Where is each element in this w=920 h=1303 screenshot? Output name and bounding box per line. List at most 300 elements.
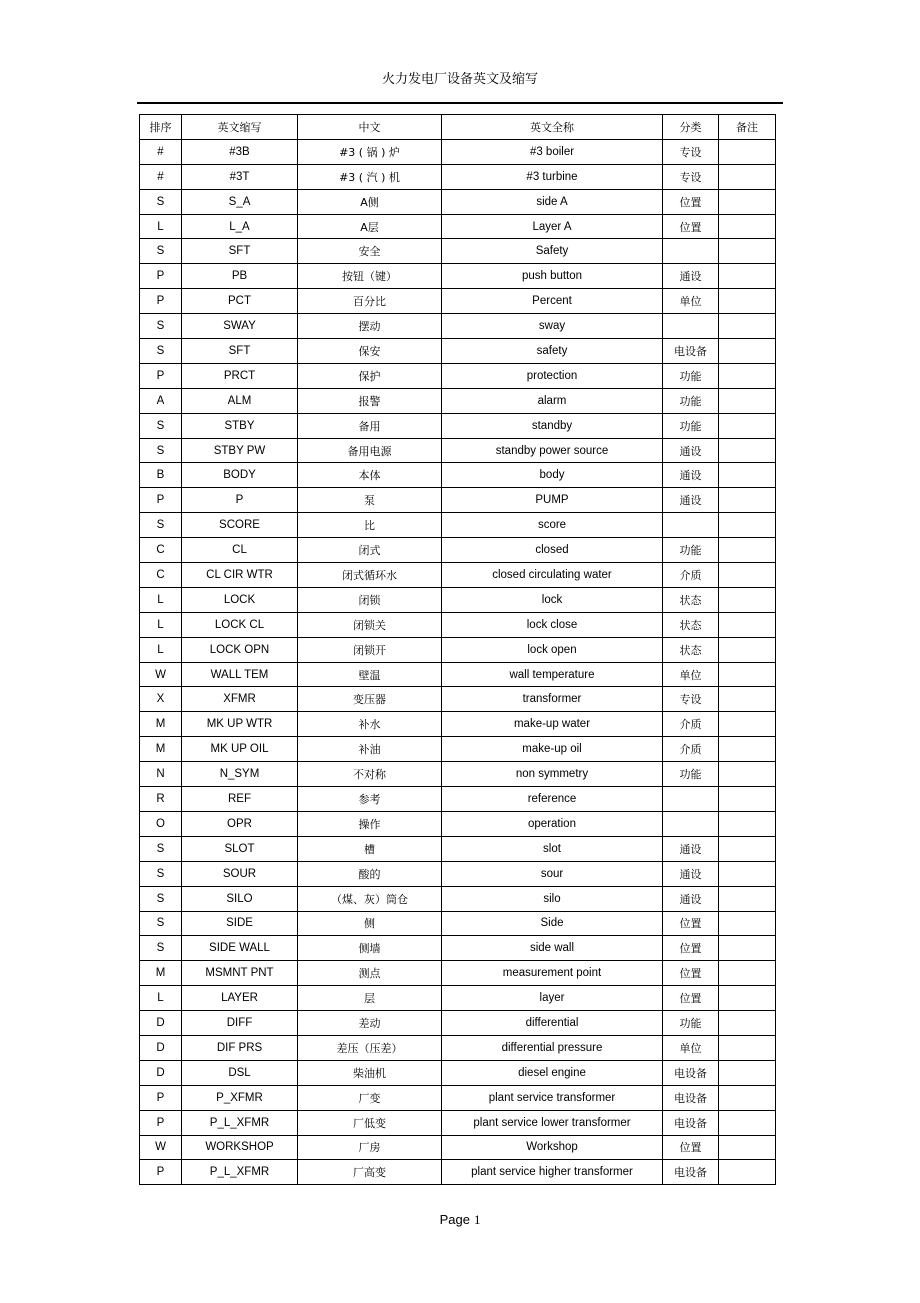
remark-cell [719,139,776,164]
remark-cell [719,587,776,612]
abbreviation-cell: LOCK [182,587,298,612]
full-name-cell: operation [442,811,663,836]
chinese-cell: 闭式 [298,538,442,563]
category-cell: 功能 [663,413,719,438]
order-cell: S [140,936,182,961]
chinese-cell: 补油 [298,737,442,762]
remark-cell [719,836,776,861]
full-name-cell: body [442,463,663,488]
abbreviation-cell: P [182,488,298,513]
table-row [140,737,776,762]
abbreviation-cell: #3B [182,139,298,164]
column-header: 排序 [140,115,182,140]
chinese-cell: A侧 [298,189,442,214]
order-cell: S [140,836,182,861]
remark-cell [719,289,776,314]
chinese-cell: 按钮（键） [298,264,442,289]
table-row [140,1110,776,1135]
abbreviation-cell: P_L_XFMR [182,1160,298,1185]
remark-cell [719,164,776,189]
full-name-cell: transformer [442,687,663,712]
order-cell: D [140,1011,182,1036]
category-cell: 介质 [663,712,719,737]
abbreviation-cell: SFT [182,339,298,364]
abbreviation-cell: SOUR [182,861,298,886]
chinese-cell: 本体 [298,463,442,488]
remark-cell [719,538,776,563]
table-row [140,1160,776,1185]
remark-cell [719,214,776,239]
chinese-cell: #3 ( 汽 ) 机 [298,164,442,189]
abbreviation-cell: XFMR [182,687,298,712]
full-name-cell: Side [442,911,663,936]
table-row [140,712,776,737]
abbreviation-cell: MSMNT PNT [182,961,298,986]
category-cell: 电设备 [663,339,719,364]
table-row [140,214,776,239]
full-name-cell: diesel engine [442,1060,663,1085]
remark-cell [719,986,776,1011]
category-cell: 专设 [663,164,719,189]
table-row [140,239,776,264]
table-header-row [140,115,776,140]
chinese-cell: 差压（压差） [298,1035,442,1060]
remark-cell [719,1011,776,1036]
full-name-cell: standby power source [442,438,663,463]
remark-cell [719,861,776,886]
table-row [140,314,776,339]
full-name-cell: closed [442,538,663,563]
order-cell: P [140,1085,182,1110]
remark-cell [719,787,776,812]
abbreviation-cell: STBY [182,413,298,438]
chinese-cell: 厂低变 [298,1110,442,1135]
order-cell: L [140,612,182,637]
full-name-cell: closed circulating water [442,563,663,588]
category-cell: 位置 [663,911,719,936]
category-cell: 状态 [663,612,719,637]
full-name-cell: #3 boiler [442,139,663,164]
table-row [140,289,776,314]
remark-cell [719,662,776,687]
remark-cell [719,1085,776,1110]
abbreviation-cell: CL [182,538,298,563]
table-row [140,687,776,712]
category-cell: 通设 [663,836,719,861]
chinese-cell: 闭式循环水 [298,563,442,588]
order-cell: D [140,1035,182,1060]
remark-cell [719,612,776,637]
category-cell: 通设 [663,264,719,289]
table-row [140,961,776,986]
chinese-cell: 摆动 [298,314,442,339]
table-row [140,1085,776,1110]
abbreviation-cell: N_SYM [182,762,298,787]
table-row [140,936,776,961]
full-name-cell: standby [442,413,663,438]
order-cell: L [140,637,182,662]
remark-cell [719,737,776,762]
table-row [140,587,776,612]
page-title: 火力发电厂设备英文及缩写 [381,72,538,87]
column-header: 分类 [663,115,719,140]
abbreviation-cell: OPR [182,811,298,836]
abbreviation-cell: DIFF [182,1011,298,1036]
column-header: 英文全称 [442,115,663,140]
order-cell: S [140,438,182,463]
chinese-cell: 厂房 [298,1135,442,1160]
order-cell: W [140,1135,182,1160]
remark-cell [719,687,776,712]
abbreviation-cell: L_A [182,214,298,239]
category-cell: 功能 [663,762,719,787]
remark-cell [719,339,776,364]
chinese-cell: 壁温 [298,662,442,687]
table-row [140,986,776,1011]
abbreviation-cell: LAYER [182,986,298,1011]
table-row [140,139,776,164]
order-cell: M [140,712,182,737]
full-name-cell: silo [442,886,663,911]
order-cell: M [140,961,182,986]
remark-cell [719,1035,776,1060]
chinese-cell: 差动 [298,1011,442,1036]
full-name-cell: side wall [442,936,663,961]
remark-cell [719,762,776,787]
order-cell: S [140,513,182,538]
order-cell: # [140,139,182,164]
full-name-cell: lock close [442,612,663,637]
abbreviation-cell: SCORE [182,513,298,538]
remark-cell [719,712,776,737]
abbreviation-cell: DSL [182,1060,298,1085]
table-row [140,612,776,637]
order-cell: S [140,314,182,339]
order-cell: B [140,463,182,488]
table-row [140,513,776,538]
category-cell [663,513,719,538]
chinese-cell: 变压器 [298,687,442,712]
table-row [140,762,776,787]
order-cell: M [140,737,182,762]
category-cell: 位置 [663,189,719,214]
order-cell: S [140,189,182,214]
abbreviation-cell: PCT [182,289,298,314]
full-name-cell: wall temperature [442,662,663,687]
table-row [140,836,776,861]
full-name-cell: protection [442,363,663,388]
remark-cell [719,488,776,513]
remark-cell [719,264,776,289]
category-cell: 状态 [663,637,719,662]
chinese-cell: 闭锁开 [298,637,442,662]
category-cell: 介质 [663,737,719,762]
category-cell: 位置 [663,1135,719,1160]
chinese-cell: 保安 [298,339,442,364]
abbreviation-cell: P_L_XFMR [182,1110,298,1135]
order-cell: O [140,811,182,836]
category-cell: 单位 [663,289,719,314]
table-row [140,1135,776,1160]
chinese-cell: 参考 [298,787,442,812]
chinese-cell: 百分比 [298,289,442,314]
chinese-cell: 不对称 [298,762,442,787]
table-row [140,538,776,563]
full-name-cell: sour [442,861,663,886]
table-row [140,787,776,812]
abbreviation-cell: SIDE [182,911,298,936]
abbreviation-cell: S_A [182,189,298,214]
order-cell: P [140,289,182,314]
table-row [140,911,776,936]
full-name-cell: plant service higher transformer [442,1160,663,1185]
category-cell: 功能 [663,1011,719,1036]
abbreviation-cell: LOCK OPN [182,637,298,662]
full-name-cell: plant service lower transformer [442,1110,663,1135]
category-cell: 状态 [663,587,719,612]
order-cell: R [140,787,182,812]
column-header: 备注 [719,115,776,140]
full-name-cell: differential [442,1011,663,1036]
chinese-cell: 备用电源 [298,438,442,463]
order-cell: W [140,662,182,687]
order-cell: P [140,363,182,388]
remark-cell [719,189,776,214]
order-cell: S [140,911,182,936]
table-row [140,811,776,836]
chinese-cell: 安全 [298,239,442,264]
abbreviation-cell: SWAY [182,314,298,339]
full-name-cell: Percent [442,289,663,314]
chinese-cell: #3 ( 锅 ) 炉 [298,139,442,164]
remark-cell [719,1135,776,1160]
chinese-cell: 厂高变 [298,1160,442,1185]
full-name-cell: alarm [442,388,663,413]
order-cell: # [140,164,182,189]
column-header: 中文 [298,115,442,140]
category-cell: 电设备 [663,1160,719,1185]
table-row [140,363,776,388]
order-cell: P [140,488,182,513]
category-cell: 单位 [663,662,719,687]
abbreviation-cell: MK UP OIL [182,737,298,762]
full-name-cell: Workshop [442,1135,663,1160]
abbreviation-cell: BODY [182,463,298,488]
abbreviation-cell: SILO [182,886,298,911]
full-name-cell: lock [442,587,663,612]
order-cell: C [140,538,182,563]
category-cell: 电设备 [663,1110,719,1135]
category-cell: 介质 [663,563,719,588]
full-name-cell: plant service transformer [442,1085,663,1110]
order-cell: L [140,214,182,239]
remark-cell [719,1110,776,1135]
header-rule [137,102,783,104]
full-name-cell: reference [442,787,663,812]
category-cell: 通设 [663,438,719,463]
full-name-cell: measurement point [442,961,663,986]
remark-cell [719,388,776,413]
category-cell: 电设备 [663,1060,719,1085]
abbreviation-table [139,114,776,1185]
order-cell: X [140,687,182,712]
full-name-cell: non symmetry [442,762,663,787]
order-cell: S [140,339,182,364]
table-row [140,488,776,513]
abbreviation-cell: LOCK CL [182,612,298,637]
chinese-cell: 闭锁 [298,587,442,612]
abbreviation-cell: MK UP WTR [182,712,298,737]
abbreviation-cell: #3T [182,164,298,189]
page-footer [0,1212,920,1228]
full-name-cell: #3 turbine [442,164,663,189]
chinese-cell: 层 [298,986,442,1011]
abbreviation-cell: CL CIR WTR [182,563,298,588]
table-row [140,886,776,911]
remark-cell [719,513,776,538]
full-name-cell: PUMP [442,488,663,513]
chinese-cell: 酸的 [298,861,442,886]
chinese-cell: 闭锁关 [298,612,442,637]
table-row [140,339,776,364]
abbreviation-cell: WALL TEM [182,662,298,687]
table-row [140,563,776,588]
remark-cell [719,314,776,339]
category-cell: 专设 [663,687,719,712]
category-cell: 功能 [663,363,719,388]
category-cell: 单位 [663,1035,719,1060]
remark-cell [719,811,776,836]
abbreviation-cell: STBY PW [182,438,298,463]
chinese-cell: 保护 [298,363,442,388]
order-cell: D [140,1060,182,1085]
abbreviation-cell: WORKSHOP [182,1135,298,1160]
table-row [140,438,776,463]
table-row [140,662,776,687]
category-cell: 功能 [663,538,719,563]
category-cell [663,239,719,264]
chinese-cell: 操作 [298,811,442,836]
remark-cell [719,886,776,911]
abbreviation-cell: DIF PRS [182,1035,298,1060]
abbreviation-cell: ALM [182,388,298,413]
order-cell: S [140,239,182,264]
order-cell: P [140,264,182,289]
chinese-cell: 报警 [298,388,442,413]
full-name-cell: differential pressure [442,1035,663,1060]
order-cell: L [140,587,182,612]
full-name-cell: layer [442,986,663,1011]
order-cell: S [140,413,182,438]
order-cell: C [140,563,182,588]
remark-cell [719,1160,776,1185]
column-header: 英文缩写 [182,115,298,140]
category-cell: 位置 [663,986,719,1011]
remark-cell [719,438,776,463]
table-row [140,1060,776,1085]
remark-cell [719,563,776,588]
category-cell: 功能 [663,388,719,413]
category-cell: 通设 [663,886,719,911]
chinese-cell: 测点 [298,961,442,986]
chinese-cell: 泵 [298,488,442,513]
table-row [140,463,776,488]
full-name-cell: slot [442,836,663,861]
table-row [140,861,776,886]
order-cell: L [140,986,182,1011]
chinese-cell: 备用 [298,413,442,438]
chinese-cell: 柴油机 [298,1060,442,1085]
remark-cell [719,1060,776,1085]
full-name-cell: push button [442,264,663,289]
table-row [140,637,776,662]
abbreviation-cell: P_XFMR [182,1085,298,1110]
category-cell: 通设 [663,861,719,886]
chinese-cell: 槽 [298,836,442,861]
category-cell [663,314,719,339]
order-cell: P [140,1160,182,1185]
table-row [140,388,776,413]
remark-cell [719,911,776,936]
full-name-cell: Layer A [442,214,663,239]
order-cell: N [140,762,182,787]
remark-cell [719,363,776,388]
category-cell: 电设备 [663,1085,719,1110]
remark-cell [719,413,776,438]
abbreviation-cell: PRCT [182,363,298,388]
full-name-cell: score [442,513,663,538]
remark-cell [719,239,776,264]
full-name-cell: lock open [442,637,663,662]
full-name-cell: make-up water [442,712,663,737]
abbreviation-cell: SIDE WALL [182,936,298,961]
category-cell: 位置 [663,936,719,961]
category-cell: 专设 [663,139,719,164]
abbreviation-cell: PB [182,264,298,289]
order-cell: S [140,886,182,911]
remark-cell [719,463,776,488]
table-row [140,264,776,289]
chinese-cell: 补水 [298,712,442,737]
full-name-cell: side A [442,189,663,214]
remark-cell [719,936,776,961]
full-name-cell: Safety [442,239,663,264]
chinese-cell: A层 [298,214,442,239]
abbreviation-cell: SLOT [182,836,298,861]
table-row [140,1035,776,1060]
chinese-cell: 比 [298,513,442,538]
full-name-cell: sway [442,314,663,339]
category-cell: 位置 [663,961,719,986]
remark-cell [719,961,776,986]
abbreviation-cell: SFT [182,239,298,264]
category-cell: 通设 [663,463,719,488]
order-cell: P [140,1110,182,1135]
page-number: 1 [473,1212,481,1227]
table-row [140,1011,776,1036]
full-name-cell: make-up oil [442,737,663,762]
category-cell [663,811,719,836]
chinese-cell: 厂变 [298,1085,442,1110]
page-label: Page [439,1212,470,1227]
chinese-cell: （煤、灰）筒仓 [298,886,442,911]
category-cell: 通设 [663,488,719,513]
abbreviation-cell: REF [182,787,298,812]
table-row [140,413,776,438]
category-cell [663,787,719,812]
order-cell: A [140,388,182,413]
order-cell: S [140,861,182,886]
